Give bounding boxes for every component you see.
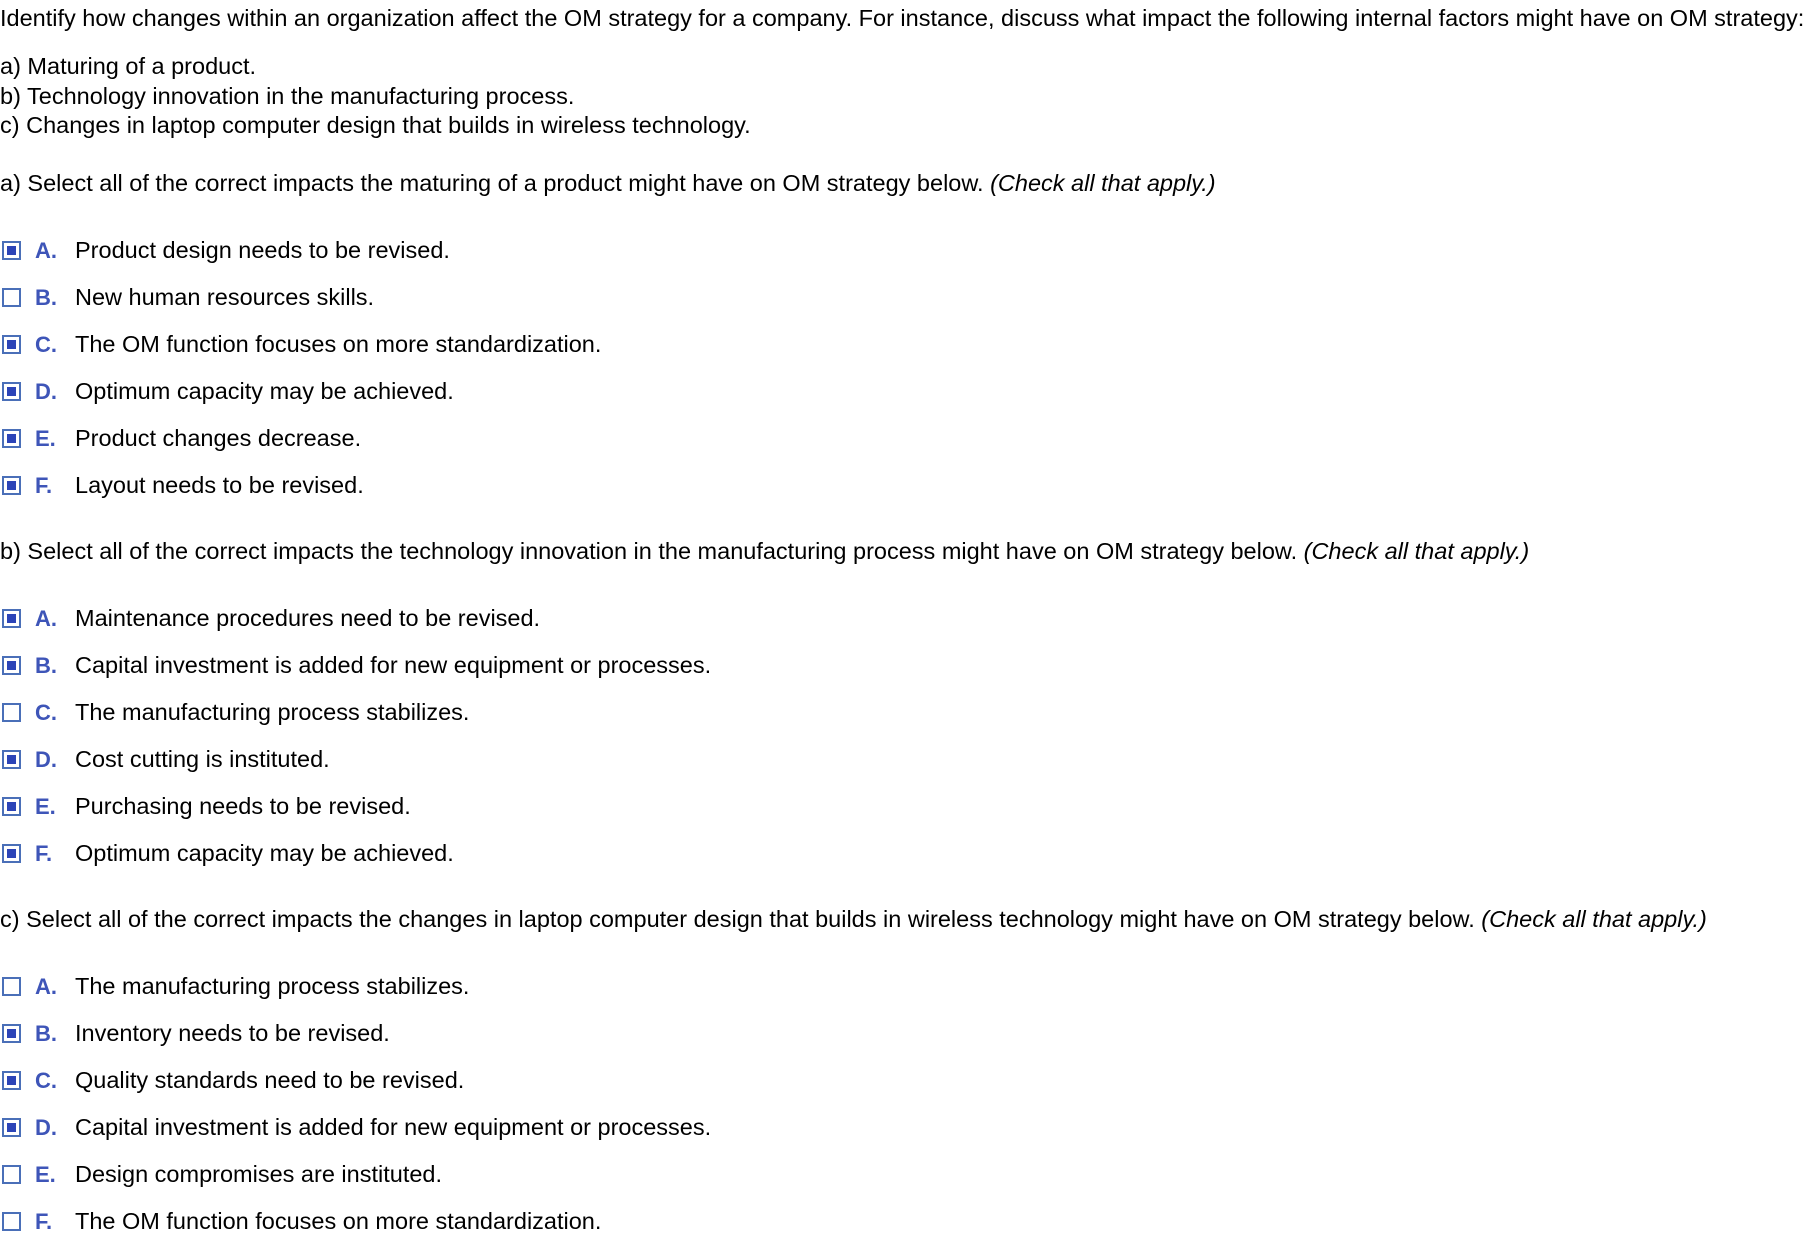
option-label: The OM function focuses on more standardization. — [75, 1208, 602, 1234]
option-letter: A. — [35, 237, 57, 263]
option-letter: A. — [35, 973, 57, 999]
answer-option[interactable] — [0, 227, 601, 274]
answer-option[interactable] — [0, 1104, 711, 1151]
option-label: Purchasing needs to be revised. — [75, 793, 411, 819]
option-letter: B. — [35, 1020, 57, 1046]
option-letter: E. — [35, 425, 56, 451]
factor-item: a) Maturing of a product. — [0, 53, 257, 79]
option-label: Optimum capacity may be achieved. — [75, 378, 454, 404]
checkbox-checked[interactable] — [2, 750, 21, 769]
answer-option[interactable] — [0, 1010, 711, 1057]
checkbox-checked[interactable] — [2, 382, 21, 401]
factor-item: b) Technology innovation in the manufacturing process. — [0, 82, 575, 109]
checkbox-checked[interactable] — [2, 1024, 21, 1043]
option-label: Capital investment is added for new equipment or processes. — [75, 1114, 712, 1140]
checkbox-checked[interactable] — [2, 609, 21, 628]
option-letter: F. — [35, 1208, 53, 1234]
answer-option[interactable] — [0, 1151, 711, 1198]
answer-option[interactable] — [0, 642, 711, 689]
option-letter: E. — [35, 793, 56, 819]
question-b-hint: (Check all that apply.) — [1303, 538, 1530, 564]
option-label: The OM function focuses on more standardization. — [75, 331, 602, 357]
option-letter: B. — [35, 652, 57, 678]
checkbox-unchecked[interactable] — [2, 288, 21, 307]
answer-option[interactable] — [0, 274, 601, 321]
question-b-options — [0, 595, 711, 877]
answer-option[interactable] — [0, 462, 601, 509]
option-letter: E. — [35, 1161, 56, 1187]
option-letter: F. — [35, 472, 53, 498]
answer-option[interactable] — [0, 830, 711, 877]
question-a-options — [0, 227, 601, 509]
option-letter: D. — [35, 378, 57, 404]
checkbox-unchecked[interactable] — [2, 1212, 21, 1231]
option-letter: C. — [35, 1067, 57, 1093]
option-label: Product design needs to be revised. — [75, 237, 450, 263]
option-letter: A. — [35, 605, 57, 631]
option-label: Cost cutting is instituted. — [75, 746, 330, 772]
checkbox-checked[interactable] — [2, 797, 21, 816]
option-label: The manufacturing process stabilizes. — [75, 699, 470, 725]
question-c-options — [0, 963, 711, 1245]
answer-option[interactable] — [0, 415, 601, 462]
option-label: Design compromises are instituted. — [75, 1161, 443, 1187]
answer-option[interactable] — [0, 736, 711, 783]
checkbox-checked[interactable] — [2, 429, 21, 448]
answer-option[interactable] — [0, 321, 601, 368]
option-label: Optimum capacity may be achieved. — [75, 840, 454, 866]
option-label: Product changes decrease. — [75, 425, 362, 451]
option-label: Capital investment is added for new equipment or processes. — [75, 652, 712, 678]
factor-list — [0, 52, 751, 141]
answer-option[interactable] — [0, 963, 711, 1010]
answer-option[interactable] — [0, 1057, 711, 1104]
checkbox-checked[interactable] — [2, 1071, 21, 1090]
option-letter: C. — [35, 331, 57, 357]
checkbox-unchecked[interactable] — [2, 977, 21, 996]
factor-item: c) Changes in laptop computer design that builds in wireless technology. — [0, 112, 751, 138]
checkbox-checked[interactable] — [2, 656, 21, 675]
checkbox-checked[interactable] — [2, 476, 21, 495]
checkbox-unchecked[interactable] — [2, 703, 21, 722]
checkbox-checked[interactable] — [2, 241, 21, 260]
answer-option[interactable] — [0, 689, 711, 736]
option-letter: F. — [35, 840, 53, 866]
option-label: Quality standards need to be revised. — [75, 1067, 465, 1093]
instructions-text: Identify how changes within an organization affect the OM strategy for a company. For instance, discuss what impact the following internal factors might have on OM strategy: — [0, 5, 1805, 31]
question-a-prompt — [0, 169, 1216, 197]
option-label: The manufacturing process stabilizes. — [75, 973, 470, 999]
checkbox-unchecked[interactable] — [2, 1165, 21, 1184]
answer-option[interactable] — [0, 595, 711, 642]
question-c-prompt — [0, 905, 1707, 933]
answer-option[interactable] — [0, 368, 601, 415]
question-c-hint: (Check all that apply.) — [1481, 906, 1707, 932]
question-b-prompt — [0, 537, 1529, 565]
option-label: Inventory needs to be revised. — [75, 1020, 390, 1046]
answer-option[interactable] — [0, 783, 711, 830]
question-a-hint: (Check all that apply.) — [990, 170, 1216, 196]
option-letter: B. — [35, 284, 57, 310]
question-c-text: c) Select all of the correct impacts the changes in laptop computer design that builds in wireless technology might have on OM strategy below. — [0, 906, 1475, 932]
checkbox-checked[interactable] — [2, 335, 21, 354]
option-letter: D. — [35, 746, 57, 772]
question-b-text: b) Select all of the correct impacts the technology innovation in the manufacturing process might have on OM strategy below. — [0, 538, 1298, 564]
option-letter: D. — [35, 1114, 57, 1140]
checkbox-checked[interactable] — [2, 844, 21, 863]
option-letter: C. — [35, 699, 57, 725]
question-a-text: a) Select all of the correct impacts the maturing of a product might have on OM strategy below. — [0, 170, 984, 196]
option-label: Maintenance procedures need to be revised. — [75, 605, 541, 631]
checkbox-checked[interactable] — [2, 1118, 21, 1137]
option-label: Layout needs to be revised. — [75, 472, 364, 498]
option-label: New human resources skills. — [75, 284, 375, 310]
